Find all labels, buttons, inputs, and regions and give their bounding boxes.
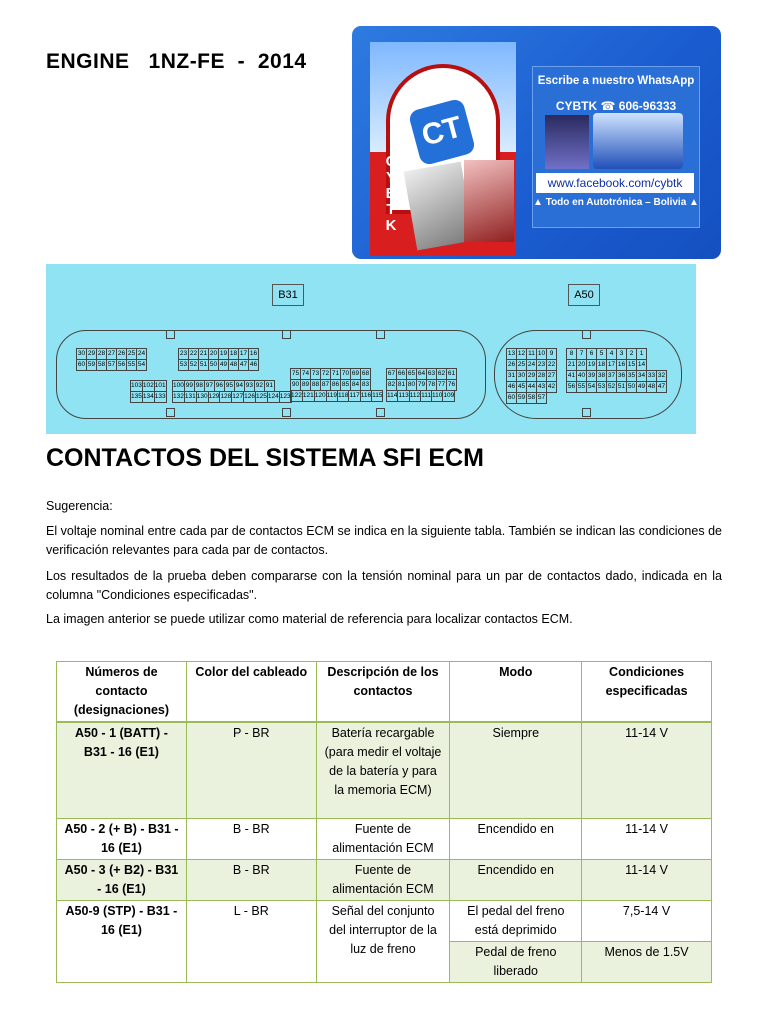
ad-phone-line: CYBTK ☎ 606-96333	[555, 99, 677, 113]
pin-number: 83	[360, 379, 371, 391]
header-wire-color: Color del cableado	[186, 662, 316, 723]
pin-number: 47	[656, 381, 667, 393]
cell-color: L - BR	[186, 900, 316, 982]
pin-number: 87	[320, 379, 331, 391]
pin-number: 41	[566, 370, 577, 382]
pin-number: 128	[219, 391, 232, 403]
pin-number: 92	[254, 380, 265, 392]
pin-number: 2	[626, 348, 637, 360]
pin-number: 1	[636, 348, 647, 360]
pin-number: 13	[506, 348, 517, 360]
header-contacts: Números de contacto (designaciones)	[57, 662, 187, 723]
header-description: Descripción de los contactos	[316, 662, 450, 723]
pin-number: 18	[228, 348, 239, 360]
pin-number: 57	[106, 359, 117, 371]
pin-number: 110	[431, 390, 443, 402]
cell-condition: 11-14 V	[582, 722, 712, 818]
cell-mode: Encendido en	[450, 859, 582, 900]
pin-block-b31-1	[76, 348, 146, 370]
pin-number: 21	[198, 348, 209, 360]
pin-number: 89	[300, 379, 311, 391]
pin-number: 6	[586, 348, 597, 360]
pin-number: 91	[264, 380, 275, 392]
pin-number: 74	[300, 368, 311, 380]
pin-number: 72	[320, 368, 331, 380]
car-image	[464, 160, 514, 242]
facebook-link[interactable]: www.facebook.com/cybtk	[536, 173, 694, 193]
table-row	[57, 818, 712, 859]
pin-number: 37	[606, 370, 617, 382]
pin-number: 16	[616, 359, 627, 371]
pin-number: 45	[516, 381, 527, 393]
ad-contact-panel	[532, 66, 700, 228]
pin-number: 25	[516, 359, 527, 371]
cell-contact: A50-9 (STP) - B31 - 16 (E1)	[57, 900, 187, 982]
pin-number: 49	[218, 359, 229, 371]
pin-number: 35	[626, 370, 637, 382]
pin-number: 100	[172, 380, 185, 392]
pin-number: 52	[606, 381, 617, 393]
header-conditions: Condiciones especificadas	[582, 662, 712, 723]
pin-number: 21	[566, 359, 577, 371]
cell-color: B - BR	[186, 818, 316, 859]
cell-description: Fuente de alimentación ECM	[316, 859, 450, 900]
cell-contact: A50 - 2 (+ B) - B31 - 16 (E1)	[57, 818, 187, 859]
pin-number: 36	[616, 370, 627, 382]
pin-number: 63	[426, 368, 437, 380]
pin-number: 16	[248, 348, 259, 360]
pin-number: 132	[172, 391, 185, 403]
ecm-contacts-table	[56, 661, 712, 983]
page-title: CONTACTOS DEL SISTEMA SFI ECM	[46, 444, 484, 472]
engine-title: ENGINE 1NZ-FE - 2014	[46, 50, 307, 73]
paragraph-results: Los resultados de la prueba deben compararse con la tensión nominal para un par de contactos dado, indicada en la columna "Condiciones especificadas".	[46, 569, 722, 602]
pin-number: 57	[536, 392, 547, 404]
pin-number: 111	[420, 390, 432, 402]
pin-number: 55	[126, 359, 137, 371]
pin-number: 78	[426, 379, 437, 391]
ad-whatsapp-line: Escribe a nuestro WhatsApp	[537, 75, 695, 87]
pin-number: 117	[348, 390, 360, 402]
pin-number: 22	[188, 348, 199, 360]
pin-number: 14	[636, 359, 647, 371]
pin-number: 32	[656, 370, 667, 382]
pin-number: 129	[208, 391, 221, 403]
pin-number: 24	[526, 359, 537, 371]
pin-number: 28	[536, 370, 547, 382]
pin-number: 53	[596, 381, 607, 393]
paragraph-voltage: El voltaje nominal entre cada par de contactos ECM se indica en la siguiente tabla. También se indican las condiciones de verificación relevantes para cada par de contactos.	[46, 524, 722, 557]
label-b31: B31	[272, 284, 304, 306]
pin-number: 40	[576, 370, 587, 382]
connector-key	[376, 408, 385, 417]
ecm-connector-diagram	[46, 264, 696, 434]
pin-block-b31-4	[386, 368, 456, 401]
pin-number: 79	[416, 379, 427, 391]
pin-number: 69	[350, 368, 361, 380]
table-row	[57, 900, 712, 941]
pin-number: 51	[616, 381, 627, 393]
connector-key	[582, 408, 591, 417]
pin-number: 119	[326, 390, 338, 402]
pin-number: 28	[96, 348, 107, 360]
pin-number: 126	[243, 391, 256, 403]
connector-key	[376, 330, 385, 339]
pin-number: 85	[340, 379, 351, 391]
pin-number: 58	[526, 392, 537, 404]
pin-number: 54	[136, 359, 147, 371]
cell-condition: 11-14 V	[582, 818, 712, 859]
pin-number: 71	[330, 368, 341, 380]
table-header-row	[57, 662, 712, 723]
pin-number: 131	[184, 391, 197, 403]
pin-number: 30	[516, 370, 527, 382]
pin-number: 34	[636, 370, 647, 382]
pin-number: 120	[314, 390, 327, 402]
pin-number: 125	[255, 391, 268, 403]
connector-key	[282, 408, 291, 417]
pin-number: 59	[86, 359, 97, 371]
cell-description: Señal del conjunto del interruptor de la luz de freno	[316, 900, 450, 982]
pin-number: 51	[198, 359, 209, 371]
pin-block-a50-1	[506, 348, 556, 403]
pin-number: 17	[238, 348, 249, 360]
pin-number: 26	[506, 359, 517, 371]
pin-number: 22	[546, 359, 557, 371]
pin-number: 5	[596, 348, 607, 360]
pin-number: 25	[126, 348, 137, 360]
connector-key	[282, 330, 291, 339]
pin-number: 43	[536, 381, 547, 393]
pin-number: 10	[536, 348, 547, 360]
logo-vertical-text: C Y B T K	[385, 153, 397, 234]
pin-number: 96	[214, 380, 225, 392]
pin-number: 17	[606, 359, 617, 371]
pin-number: 9	[546, 348, 557, 360]
pin-number: 23	[178, 348, 189, 360]
pin-number: 67	[386, 368, 397, 380]
pin-number: 39	[586, 370, 597, 382]
pin-number: 8	[566, 348, 577, 360]
pin-number: 18	[596, 359, 607, 371]
pin-number: 123	[279, 391, 292, 403]
cell-description: Fuente de alimentación ECM	[316, 818, 450, 859]
cell-mode: Pedal de freno liberado	[450, 941, 582, 982]
pin-number: 11	[526, 348, 537, 360]
pin-number: 19	[586, 359, 597, 371]
pin-number: 101	[154, 380, 167, 392]
pin-number: 68	[360, 368, 371, 380]
pin-number: 114	[386, 390, 398, 402]
pin-number: 73	[310, 368, 321, 380]
pin-number: 134	[142, 391, 155, 403]
pin-number: 102	[142, 380, 155, 392]
hint-label: Sugerencia:	[46, 499, 113, 513]
pin-block-b31-6	[172, 380, 291, 402]
pin-number: 122	[290, 390, 303, 402]
pin-number: 46	[506, 381, 517, 393]
pin-block-b31-3	[290, 368, 382, 401]
pin-number: 103	[130, 380, 143, 392]
cell-condition: 11-14 V	[582, 859, 712, 900]
pin-number: 44	[526, 381, 537, 393]
pin-number: 20	[576, 359, 587, 371]
pin-number: 127	[231, 391, 244, 403]
pin-number: 113	[397, 390, 409, 402]
pin-number: 130	[196, 391, 209, 403]
pin-block-b31-2	[178, 348, 258, 370]
pin-number: 58	[96, 359, 107, 371]
pin-number: 124	[267, 391, 280, 403]
cell-contact: A50 - 3 (+ B2) - B31 - 16 (E1)	[57, 859, 187, 900]
pin-number: 52	[188, 359, 199, 371]
pin-number: 62	[436, 368, 447, 380]
pin-number: 26	[116, 348, 127, 360]
logo-thumbnail	[545, 115, 589, 169]
cell-mode: El pedal del freno está deprimido	[450, 900, 582, 941]
pin-number: 19	[218, 348, 229, 360]
table-row	[57, 859, 712, 900]
pin-number: 49	[636, 381, 647, 393]
pin-number: 55	[576, 381, 587, 393]
header-mode: Modo	[450, 662, 582, 723]
pin-number: 4	[606, 348, 617, 360]
paragraph-reference: La imagen anterior se puede utilizar como material de referencia para localizar contactos ECM.	[46, 612, 573, 626]
pin-number: 81	[396, 379, 407, 391]
pin-number: 118	[337, 390, 349, 402]
pin-number: 116	[360, 390, 372, 402]
cell-color: B - BR	[186, 859, 316, 900]
pin-number: 27	[546, 370, 557, 382]
pin-number: 135	[130, 391, 143, 403]
pin-number: 94	[234, 380, 245, 392]
pin-number: 53	[178, 359, 189, 371]
ct-emblem-icon: CT	[408, 98, 477, 167]
pin-number: 95	[224, 380, 235, 392]
label-a50: A50	[568, 284, 600, 306]
connector-key	[166, 330, 175, 339]
cybtk-logo	[370, 42, 516, 256]
pin-number: 61	[446, 368, 457, 380]
ad-tagline: ▲ Todo en Autotrónica – Bolivia ▲	[533, 197, 699, 208]
pin-number: 66	[396, 368, 407, 380]
pin-number: 50	[208, 359, 219, 371]
pin-number: 109	[442, 390, 455, 402]
pin-number: 75	[290, 368, 301, 380]
pin-number: 56	[566, 381, 577, 393]
pin-block-b31-5	[130, 380, 166, 402]
pin-number: 42	[546, 381, 557, 393]
pin-number: 112	[409, 390, 421, 402]
pin-number: 97	[204, 380, 215, 392]
cell-condition: Menos de 1.5V	[582, 941, 712, 982]
pin-number: 24	[136, 348, 147, 360]
pin-number: 12	[516, 348, 527, 360]
pin-number: 99	[184, 380, 195, 392]
pin-number: 82	[386, 379, 397, 391]
cell-mode: Encendido en	[450, 818, 582, 859]
pin-block-a50-2	[566, 348, 666, 392]
pin-number: 29	[526, 370, 537, 382]
pin-number: 29	[86, 348, 97, 360]
pin-number: 54	[586, 381, 597, 393]
cell-description: Batería recargable (para medir el voltaje de la batería y para la memoria ECM)	[316, 722, 450, 818]
pin-number: 86	[330, 379, 341, 391]
cell-condition: 7,5-14 V	[582, 900, 712, 941]
pin-number: 59	[516, 392, 527, 404]
cell-mode: Siempre	[450, 722, 582, 818]
pin-number: 70	[340, 368, 351, 380]
pin-number: 133	[154, 391, 167, 403]
cell-contact: A50 - 1 (BATT) - B31 - 16 (E1)	[57, 722, 187, 818]
pin-number: 121	[302, 390, 315, 402]
pin-number: 48	[228, 359, 239, 371]
pin-number: 47	[238, 359, 249, 371]
pin-number: 90	[290, 379, 301, 391]
pin-number: 50	[626, 381, 637, 393]
pin-number: 7	[576, 348, 587, 360]
pin-number: 115	[371, 390, 383, 402]
ad-banner[interactable]	[352, 26, 721, 259]
connector-key	[166, 408, 175, 417]
pin-number: 46	[248, 359, 259, 371]
pin-number: 80	[406, 379, 417, 391]
pin-number: 31	[506, 370, 517, 382]
table-row	[57, 722, 712, 818]
pin-number: 65	[406, 368, 417, 380]
pin-number: 64	[416, 368, 427, 380]
pin-number: 98	[194, 380, 205, 392]
pin-number: 15	[626, 359, 637, 371]
blue-car-image	[593, 113, 683, 169]
pin-number: 23	[536, 359, 547, 371]
pin-number: 20	[208, 348, 219, 360]
cell-color: P - BR	[186, 722, 316, 818]
pin-number: 88	[310, 379, 321, 391]
pin-number: 3	[616, 348, 627, 360]
pin-number: 30	[76, 348, 87, 360]
pin-number: 27	[106, 348, 117, 360]
pin-number: 33	[646, 370, 657, 382]
pin-number: 84	[350, 379, 361, 391]
pin-number: 76	[446, 379, 457, 391]
pin-number: 93	[244, 380, 255, 392]
pin-number: 60	[76, 359, 87, 371]
pin-number: 38	[596, 370, 607, 382]
pin-number: 77	[436, 379, 447, 391]
connector-key	[582, 330, 591, 339]
pin-number: 48	[646, 381, 657, 393]
pin-number: 60	[506, 392, 517, 404]
pin-number: 56	[116, 359, 127, 371]
